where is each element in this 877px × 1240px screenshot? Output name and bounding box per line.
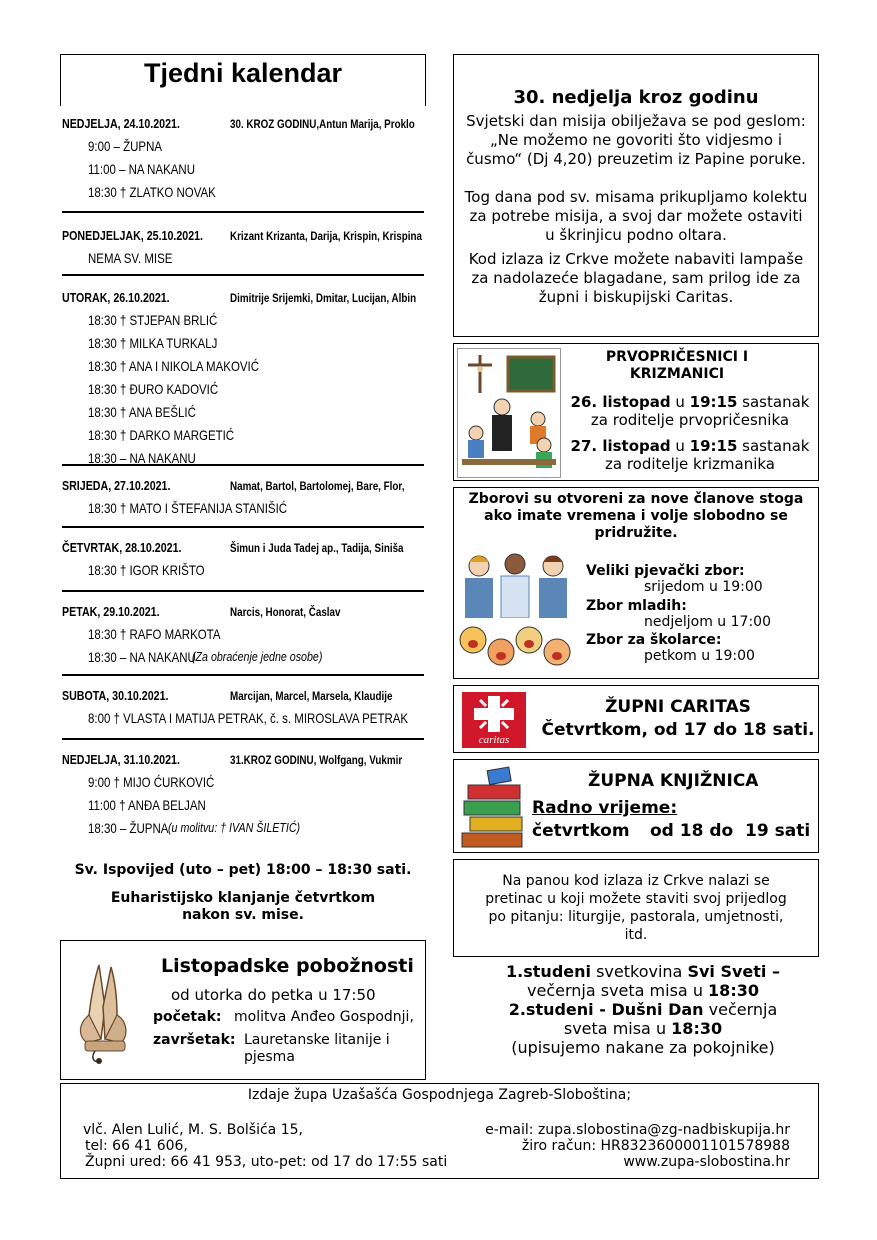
devotions-end-label: završetak: xyxy=(153,1032,236,1048)
mass-entry: 18:30 † ANA BEŠLIĆ xyxy=(88,404,196,420)
communion-meeting-2-who: za roditelje krizmanika xyxy=(605,455,775,473)
devotions-start-label: početak: xyxy=(153,1009,222,1025)
choir-3-name: Zbor za školarce: xyxy=(586,632,722,648)
mass-entry: 8:00 † VLASTA I MATIJA PETRAK, č. s. MIROSLAVA PETRAK xyxy=(88,710,409,726)
footer-account: žiro račun: HR8323600001101578988 xyxy=(521,1138,790,1154)
communion-box xyxy=(453,343,819,481)
sunday-box xyxy=(453,54,819,337)
holiday-line-1 xyxy=(470,962,816,981)
day-separator xyxy=(62,590,424,592)
footer-publisher: Izdaje župa Uzašašća Gospodnjega Zagreb-Sloboština; xyxy=(247,1087,632,1103)
singers-illustration-icon xyxy=(457,550,575,618)
caritas-box xyxy=(453,685,819,753)
meeting-1-time: 19:15 xyxy=(689,393,738,411)
devotions-end-text: Lauretanske litanije i pjesma xyxy=(244,1032,390,1065)
holiday-line-5: (upisujemo nakane za pokojnike) xyxy=(511,1038,775,1057)
sunday-paragraph-1: Svjetski dan misija obilježava se pod geslom: „Ne možemo ne govoriti što vidjesmo i čusmo“ (Dj 4,20) preuzetim iz Papine poruke. xyxy=(466,112,806,168)
caritas-logo-text: caritas xyxy=(478,734,510,746)
adoration-line-1: Euharistijsko klanjanje četvrtkom xyxy=(110,890,376,906)
mass-entry: 18:30 † DARKO MARGETIĆ xyxy=(88,427,235,443)
holiday-2-text: večernja sveta misa u xyxy=(527,981,709,1000)
suggestion-box xyxy=(453,859,819,957)
adoration-line-2: nakon sv. mise. xyxy=(182,907,304,923)
meeting-2-mid: u xyxy=(670,437,690,455)
day-saints: Namat, Bartol, Bartolomej, Bare, Flor, xyxy=(230,479,405,493)
holiday-line-3 xyxy=(470,1000,816,1019)
day-saints: Marcijan, Marcel, Marsela, Klaudije xyxy=(230,689,393,703)
communion-meeting-2 xyxy=(562,437,818,455)
classroom-illustration-icon xyxy=(457,348,561,478)
holiday-4-time: 18:30 xyxy=(671,1019,723,1038)
choirs-box xyxy=(453,487,819,679)
footer-email[interactable]: e-mail: zupa.slobostina@zg-nadbiskupija.hr xyxy=(485,1122,790,1138)
devotions-start-text: molitva Anđeo Gospodnji, xyxy=(234,1009,414,1025)
caritas-title: ŽUPNI CARITAS xyxy=(605,697,751,717)
library-hours-label: Radno vrijeme: xyxy=(532,798,678,818)
day-heading: NEDJELJA, 24.10.2021. xyxy=(62,116,180,131)
day-heading: UTORAK, 26.10.2021. xyxy=(62,290,170,305)
footer-priest: vlč. Alen Lulić, M. S. Bolšića 15, xyxy=(83,1122,303,1138)
library-hours-day: četvrtkom xyxy=(532,821,630,841)
holidays xyxy=(470,962,816,1057)
holiday-line-4 xyxy=(470,1019,816,1038)
holiday-1-date: 1.studeni xyxy=(506,962,591,981)
footer-office: Župni ured: 66 41 953, uto-pet: od 17 do 17:55 sati xyxy=(85,1154,448,1170)
day-separator xyxy=(62,738,424,740)
communion-meeting-1 xyxy=(562,393,818,411)
holiday-2-time: 18:30 xyxy=(708,981,759,1000)
day-separator xyxy=(62,274,424,276)
mass-entry: 18:30 † MATO I ŠTEFANIJA STANIŠIĆ xyxy=(88,500,288,516)
books-stack-icon xyxy=(458,765,528,849)
footer-website[interactable]: www.zupa-slobostina.hr xyxy=(623,1154,790,1170)
holiday-4-text: sveta misa u xyxy=(563,1019,672,1038)
communion-title: PRVOPRIČESNICI I KRIZMANICI xyxy=(605,349,749,382)
mass-note: (Za obraćenje jedne osobe) xyxy=(192,649,323,664)
day-separator xyxy=(62,674,424,676)
devotions-time: od utorka do petka u 17:50 xyxy=(171,986,376,1004)
day-heading: PETAK, 29.10.2021. xyxy=(62,604,160,619)
library-title: ŽUPNA KNJIŽNICA xyxy=(588,771,759,791)
footer xyxy=(60,1083,819,1179)
day-heading: SRIJEDA, 27.10.2021. xyxy=(62,478,171,493)
communion-meeting-1-who: za roditelje prvopričesnika xyxy=(590,411,790,429)
caritas-cross-icon xyxy=(462,692,526,736)
sunday-paragraph-2: Tog dana pod sv. misama prikupljamo kolektu za potrebe misija, a svoj dar možete ostaviti u škrinjicu podno oltara. xyxy=(464,188,808,244)
day-heading: NEDJELJA, 31.10.2021. xyxy=(62,752,180,767)
choir-1-time: srijedom u 19:00 xyxy=(644,579,763,595)
mass-entry: 18:30 † ANA I NIKOLA MAKOVIĆ xyxy=(88,358,260,374)
mass-entry: 18:30 – ŽUPNA xyxy=(88,820,169,836)
mass-entry: 11:00 † ANĐA BELJAN xyxy=(88,797,206,813)
day-heading: SUBOTA, 30.10.2021. xyxy=(62,688,169,703)
day-heading: PONEDJELJAK, 25.10.2021. xyxy=(62,228,204,243)
mass-entry: 18:30 † IGOR KRIŠTO xyxy=(88,562,205,578)
children-choir-illustration-icon xyxy=(457,622,575,674)
holiday-line-2 xyxy=(470,981,816,1000)
meeting-1-rest: sastanak xyxy=(737,393,810,411)
mass-entry: 18:30 – NA NAKANU xyxy=(88,450,196,466)
mass-entry: 18:30 † MILKA TURKALJ xyxy=(88,335,218,351)
sunday-title: 30. nedjelja kroz godinu xyxy=(513,87,759,108)
choirs-intro: Zborovi su otvoreni za nove članove stoga ako imate vremena i volje slobodno se pridružite. xyxy=(468,491,804,541)
mass-entry: 18:30 † ĐURO KADOVIĆ xyxy=(88,381,219,397)
choir-2-time: nedjeljom u 17:00 xyxy=(644,614,771,630)
choir-3-time: petkom u 19:00 xyxy=(644,648,755,664)
caritas-logo xyxy=(462,692,526,748)
day-saints: 31.KROZ GODINU, Wolfgang, Vukmir xyxy=(230,753,403,767)
mass-entry: 11:00 – NA NAKANU xyxy=(88,161,195,177)
meeting-2-rest: sastanak xyxy=(737,437,810,455)
footer-tel: tel: 66 41 606, xyxy=(85,1138,188,1154)
mass-entry: 18:30 † STJEPAN BRLIĆ xyxy=(88,312,218,328)
choir-2-name: Zbor mladih: xyxy=(586,598,687,614)
mass-entry: 9:00 † MIJO ĆURKOVIĆ xyxy=(88,774,215,790)
mass-entry: 18:30 † ZLATKO NOVAK xyxy=(88,184,216,200)
devotions-box xyxy=(60,940,426,1080)
holiday-1-name: Svi Sveti – xyxy=(687,962,780,981)
holiday-3-text: večernja xyxy=(703,1000,778,1019)
confession-times: Sv. Ispovijed (uto – pet) 18:00 – 18:30 sati. xyxy=(74,862,412,878)
caritas-time: Četvrtkom, od 17 do 18 sati. xyxy=(541,720,815,740)
day-saints: Dimitrije Srijemki, Dmitar, Lucijan, Albin xyxy=(230,291,417,305)
day-saints: 30. KROZ GODINU,Antun Marija, Proklo xyxy=(230,117,415,131)
meeting-2-date: 27. listopad xyxy=(570,437,671,455)
mass-note: (u molitvu: † IVAN ŠILETIĆ) xyxy=(168,820,301,835)
holiday-3-name: 2.studeni - Dušni Dan xyxy=(508,1000,704,1019)
holiday-1-mid: svetkovina xyxy=(591,962,688,981)
meeting-1-mid: u xyxy=(670,393,690,411)
library-box xyxy=(453,759,819,853)
library-hours-time: od 18 do 19 sati xyxy=(650,821,811,841)
sunday-paragraph-3: Kod izlaza iz Crkve možete nabaviti lampaše za nadolazeće blagadane, sam prilog ide za župni i biskupijski Caritas. xyxy=(468,250,804,306)
day-saints: Šimun i Juda Tadej ap., Tadija, Siniša xyxy=(230,541,404,555)
mass-entry: NEMA SV. MISE xyxy=(88,250,173,266)
mass-entry: 18:30 † RAFO MARKOTA xyxy=(88,626,221,642)
choir-1-name: Veliki pjevački zbor: xyxy=(586,563,745,579)
day-saints: Narcis, Honorat, Časlav xyxy=(230,605,341,619)
day-separator xyxy=(62,211,424,213)
mass-entry: 18:30 – NA NAKANU xyxy=(88,649,196,665)
day-saints: Krizant Krizanta, Darija, Krispin, Krispina xyxy=(230,229,422,243)
suggestion-text: Na panou kod izlaza iz Crkve nalazi se pretinac u koji možete staviti svoj prijedlog po pitanju: liturgije, pastorala, umjetnosti, itd. xyxy=(485,873,787,943)
meeting-1-date: 26. listopad xyxy=(570,393,671,411)
meeting-2-time: 19:15 xyxy=(689,437,738,455)
mass-entry: 9:00 – ŽUPNA xyxy=(88,138,163,154)
praying-hands-icon xyxy=(69,957,149,1067)
day-separator xyxy=(62,464,424,466)
day-separator xyxy=(62,526,424,528)
devotions-title: Listopadske pobožnosti xyxy=(161,955,414,977)
day-heading: ČETVRTAK, 28.10.2021. xyxy=(62,540,182,555)
calendar-title: Tjedni kalendar xyxy=(143,58,343,88)
